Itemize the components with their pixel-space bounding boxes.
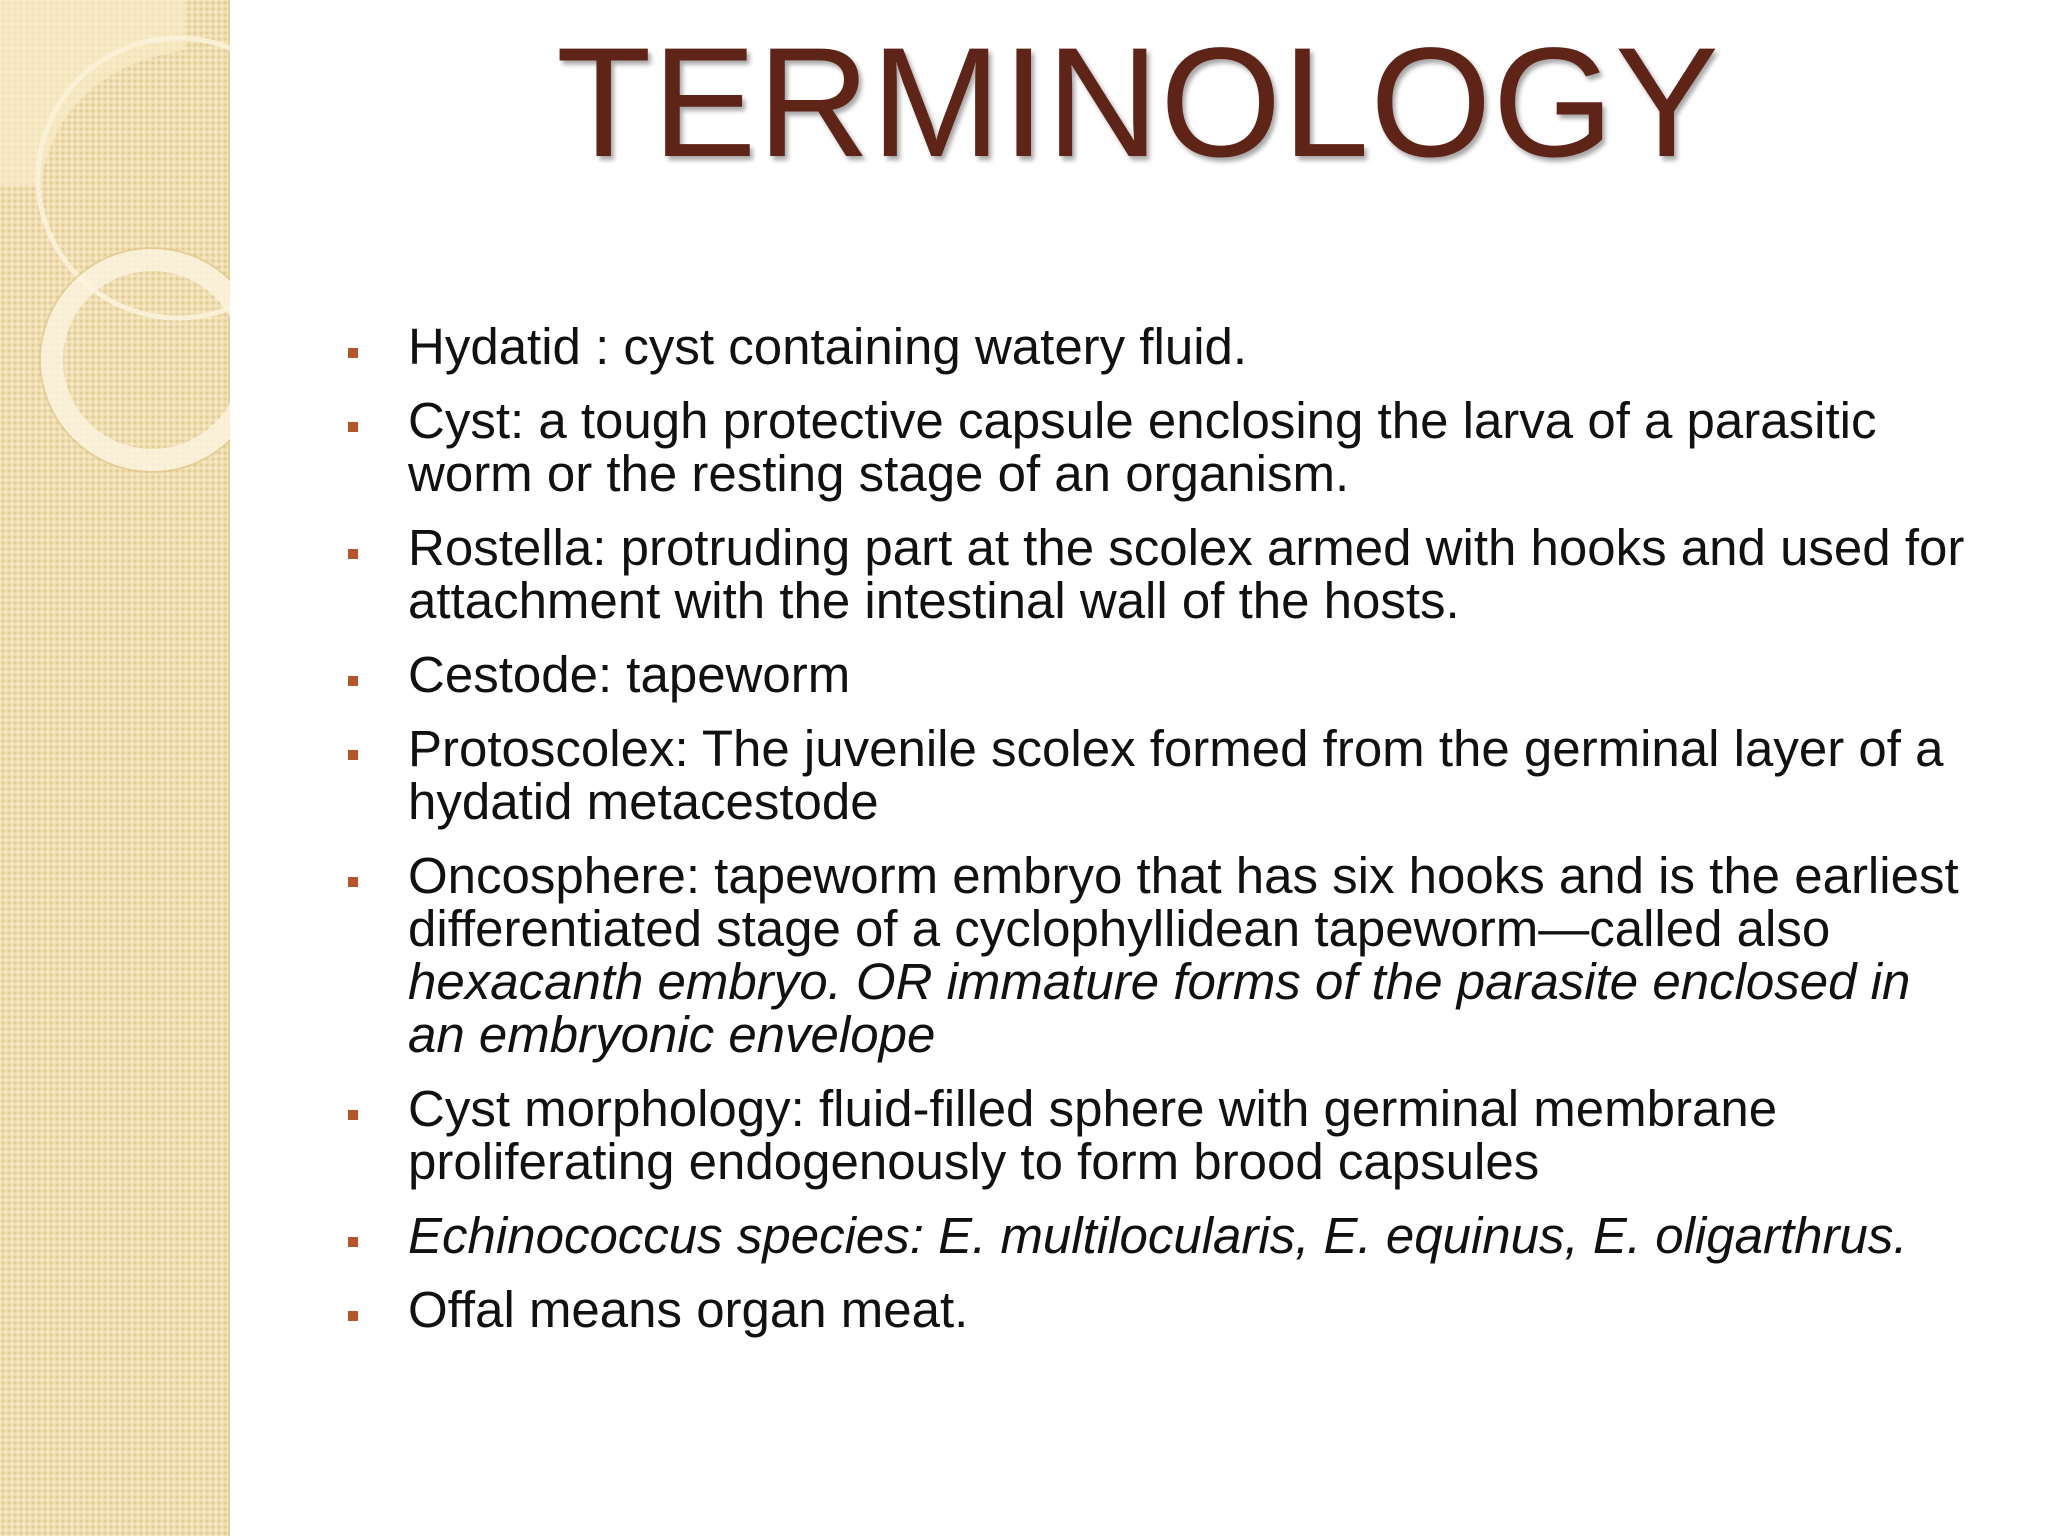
- decorative-rings: [0, 0, 230, 520]
- list-item: [408, 1082, 1980, 1188]
- list-item: [408, 320, 1980, 373]
- bullet-text: Protoscolex: The juvenile scolex formed from the germinal layer of a hydatid metacestode: [408, 720, 1944, 830]
- bullet-italic-text: hexacanth embryo. OR immature forms of the parasite enclosed in an embryonic envelope: [408, 953, 1911, 1063]
- square-bullet-icon: [348, 750, 358, 760]
- square-bullet-icon: [348, 1237, 358, 1247]
- square-bullet-icon: [348, 1311, 358, 1321]
- slide-title: TERMINOLOGY: [556, 16, 1720, 190]
- list-item: [408, 722, 1980, 828]
- light-block: [0, 0, 185, 185]
- square-bullet-icon: [348, 676, 358, 686]
- list-item: [408, 648, 1980, 701]
- bullet-italic-text: Echinococcus species: E. multilocularis, E. equinus, E. oligarthrus.: [408, 1207, 1908, 1264]
- bullet-text: Cestode: tapeworm: [408, 646, 851, 703]
- bullet-text: Cyst morphology: fluid-filled sphere with germinal membrane proliferating endogenously to form brood capsules: [408, 1080, 1778, 1190]
- square-bullet-icon: [348, 422, 358, 432]
- small-ring: [52, 260, 230, 460]
- bullet-text: Rostella: protruding part at the scolex armed with hooks and used for attachment with the intestinal wall of the hosts.: [408, 519, 1965, 629]
- terminology-list: [408, 320, 1980, 1357]
- bullet-text: Cyst: a tough protective capsule enclosing the larva of a parasitic worm or the resting stage of an organism.: [408, 392, 1877, 502]
- square-bullet-icon: [348, 1110, 358, 1120]
- list-item: [408, 849, 1980, 1061]
- square-bullet-icon: [348, 877, 358, 887]
- bullet-text: Offal means organ meat.: [408, 1281, 969, 1338]
- square-bullet-icon: [348, 549, 358, 559]
- square-bullet-icon: [348, 348, 358, 358]
- decorative-sidebar: [0, 0, 230, 1536]
- bullet-text: Hydatid : cyst containing watery fluid.: [408, 318, 1248, 375]
- list-item: [408, 394, 1980, 500]
- bullet-text: Oncosphere: tapeworm embryo that has six hooks and is the earliest differentiated stage of a cyclophyllidean tapeworm—called also: [408, 847, 1959, 957]
- list-item: [408, 1209, 1980, 1262]
- list-item: [408, 1283, 1980, 1336]
- list-item: [408, 521, 1980, 627]
